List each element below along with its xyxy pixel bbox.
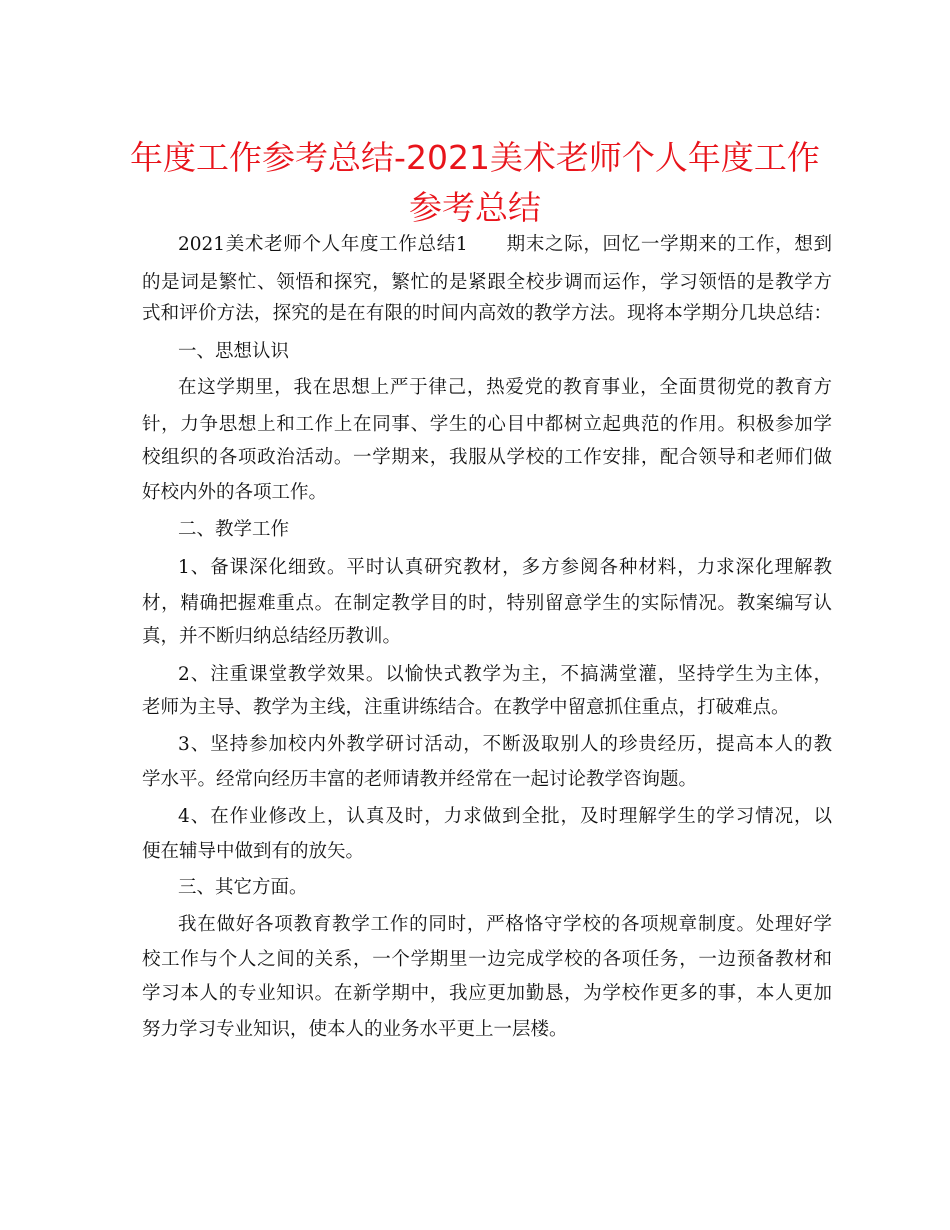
body-line: 2、注重课堂教学效果。以愉快式教学为主，不搞满堂灌，坚持学生为主体， (178, 664, 832, 685)
body-line: 学水平。经常向经历丰富的老师请教并经常在一起讨论教学咨询题。 (142, 769, 698, 790)
section-heading: 二、教学工作 (178, 519, 290, 540)
body-line: 真，并不断归纳总结经历教训。 (142, 626, 402, 647)
body-line: 材，精确把握难重点。在制定教学目的时，特别留意学生的实际情况。教案编写认 (142, 593, 832, 614)
section-heading: 一、思想认识 (178, 341, 290, 362)
body-line: 式和评价方法，探究的是在有限的时间内高效的教学方法。现将本学期分几块总结： (142, 303, 832, 324)
body-line: 学习本人的专业知识。在新学期中，我应更加勤恳，为学校作更多的事，本人更加 (142, 983, 832, 1004)
body-line: 的是词是繁忙、领悟和探究，繁忙的是紧跟全校步调而运作，学习领悟的是教学方 (142, 272, 832, 293)
body-line: 针，力争思想上和工作上在同事、学生的心目中都树立起典范的作用。积极参加学 (142, 414, 832, 435)
body-line: 好校内外的各项工作。 (142, 482, 328, 503)
body-line: 校工作与个人之间的关系，一个学期里一边完成学校的各项任务，一边预备教材和 (142, 949, 832, 970)
body-line: 老师为主导、教学为主线，注重讲练结合。在教学中留意抓住重点，打破难点。 (142, 697, 790, 718)
body-line: 努力学习专业知识，使本人的业务水平更上一层楼。 (142, 1019, 568, 1040)
body-line: 便在辅导中做到有的放矢。 (142, 841, 365, 862)
body-line: 1、备课深化细致。平时认真研究教材，多方参阅各种材料，力求深化理解教 (178, 557, 832, 578)
document-title-line-2: 参考总结 (409, 188, 541, 227)
section-heading: 三、其它方面。 (178, 877, 308, 898)
body-line: 2021美术老师个人年度工作总结1 期末之际，回忆一学期来的工作，想到 (178, 234, 832, 255)
body-line: 在这学期里，我在思想上严于律己，热爱党的教育事业，全面贯彻党的教育方 (178, 377, 832, 398)
body-line: 4、在作业修改上，认真及时，力求做到全批，及时理解学生的学习情况，以 (178, 806, 832, 827)
body-line: 3、坚持参加校内外教学研讨活动，不断汲取别人的珍贵经历，提高本人的教 (178, 734, 832, 755)
body-line: 校组织的各项政治活动。一学期来，我服从学校的工作安排，配合领导和老师们做 (142, 447, 832, 468)
document-title-line-1: 年度工作参考总结-2021美术老师个人年度工作 (130, 138, 820, 177)
body-line: 我在做好各项教育教学工作的同时，严格恪守学校的各项规章制度。处理好学 (178, 914, 832, 935)
